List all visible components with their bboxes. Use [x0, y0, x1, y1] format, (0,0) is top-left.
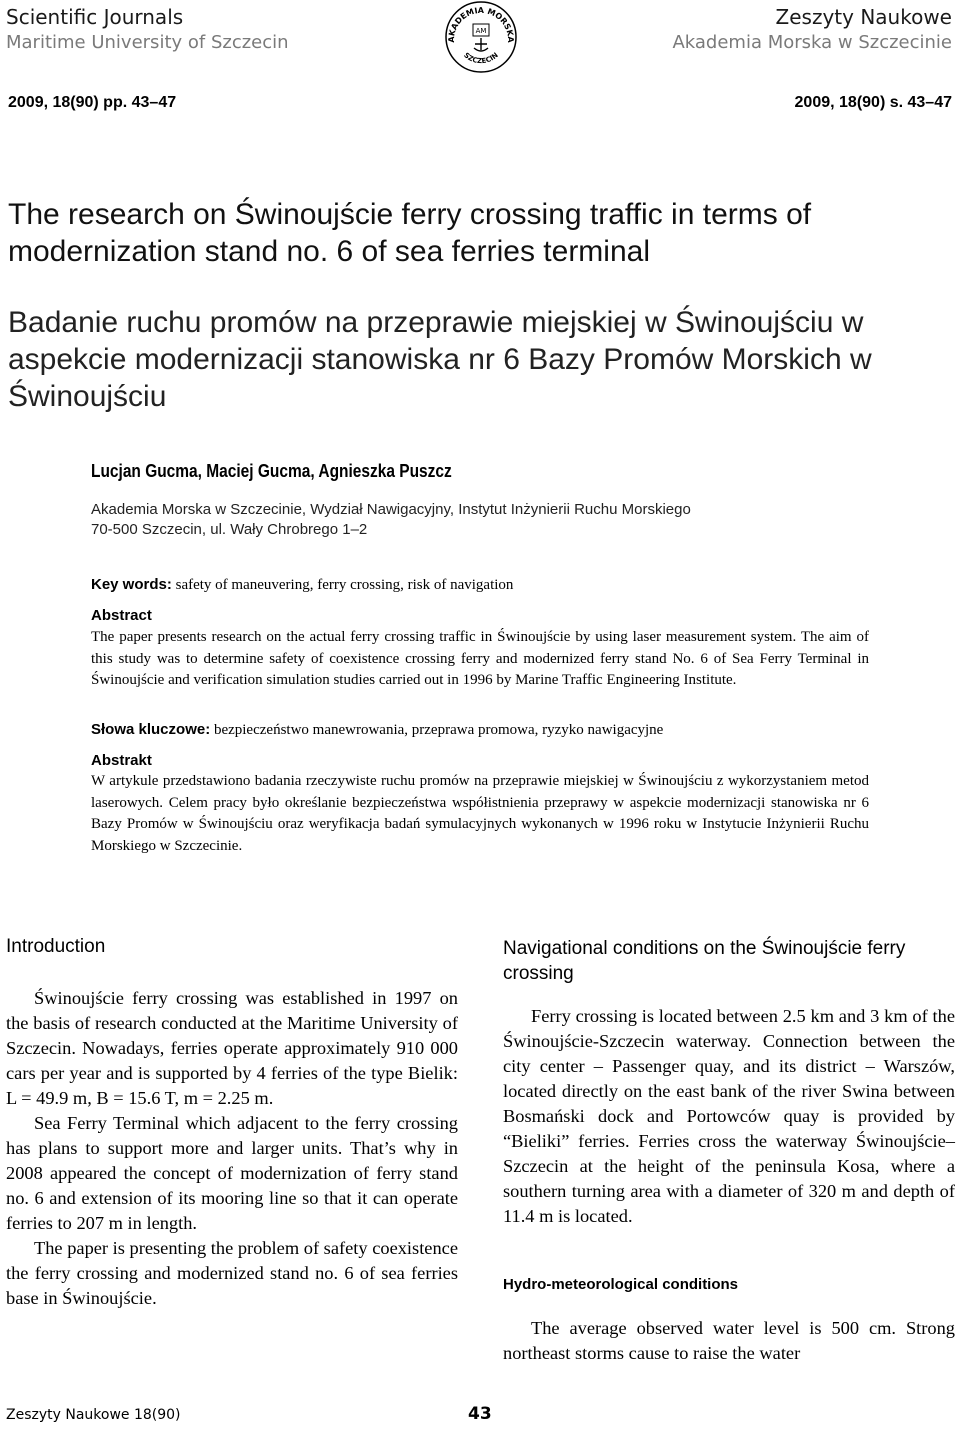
intro-paragraph-2: Sea Ferry Terminal which adjacent to the ferry crossing has plans to support more and larger units. That’s why in 2008 appeared the concept of modernization of ferry stand no. 6 and extension of its mooring line so that it can operate ferries to 207 m in length.: [6, 1113, 458, 1233]
issue-info-pl: 2009, 18(90) s. 43–47: [794, 94, 952, 111]
keywords-pl-label: Słowa kluczowe:: [91, 721, 211, 738]
abstract-text: The paper presents research on the actual ferry crossing traffic in Świnoujście by using laser measurement system. The aim of this study was to determine safety of coexistence crossing ferry and modernized ferry stand No. 6 of Sea Ferry Terminal in Świnoujście and verification simulation studies carried out in 1996 by Marine Traffic Engineering Institute.: [91, 629, 869, 688]
journal-header-right: [672, 4, 952, 56]
logo-initials: AM: [475, 27, 487, 35]
keywords-text: safety of maneuvering, ferry crossing, risk of navigation: [175, 577, 514, 593]
journal-header-left: [6, 4, 289, 56]
keywords-label: Key words:: [91, 576, 172, 593]
hydro-meteorological-body: [503, 1316, 955, 1366]
navigational-conditions-heading: Navigational conditions on the Świnoujście ferry crossing: [503, 938, 906, 984]
logo-text-top: AKADEMIA MORSKA: [446, 5, 516, 43]
abstract-pl-heading: Abstrakt: [91, 752, 152, 769]
paper-title-pl: Badanie ruchu promów na przeprawie miejskiej w Świnoujściu w aspekcie modernizacji stanowiska nr 6 Bazy Promów Morskich w Świnoujściu: [8, 306, 872, 413]
keywords-pl-text: bezpieczeństwo manewrowania, przeprawa promowa, ryzyko nawigacyjne: [213, 722, 664, 738]
abstract-pl-text: W artykule przedstawiono badania rzeczywiste ruchu promów na przeprawie miejskiej w Świnoujściu z wykorzystaniem metod laserowych. Celem pracy było określanie bezpieczeństwa współistnienia przeprawy w aspekcie modernizacji stanowiska nr 6 Bazy Promów w Świnoujściu oraz weryfikacja badań symulacyjnych wykonanych w 1996 roku w Instytucie Inżynierii Ruchu Morskiego w Szczecinie.: [91, 773, 869, 854]
university-name-en: Maritime University of Szczecin: [6, 32, 289, 53]
navigational-conditions-body: [503, 1004, 955, 1229]
affiliation: [91, 500, 851, 540]
anchor-icon: [474, 38, 488, 51]
paper-title-en: The research on Świnoujście ferry crossing traffic in terms of modernization stand no. 6 of sea ferries terminal: [8, 198, 812, 268]
keywords-pl: [91, 721, 881, 739]
hydro-paragraph-1: The average observed water level is 500 cm. Strong northeast storms cause to raise the water: [503, 1318, 955, 1363]
nav-paragraph-1: Ferry crossing is located between 2.5 km and 3 km of the Świnoujście-Szczecin waterway. Connection between the city center – Passenger quay, and its district – Warszów, located directly on the east bank of the river Swina between Bosmański dock and Portowców quay is provided by “Bieliki” ferries. Ferries cross the waterway Świnoujście–Szczecin at the height of the peninsula Kosa, where a southern turning area with a diameter of 320 m and depth of 11.4 m is located.: [503, 1006, 955, 1226]
journal-title-pl: Zeszyty Naukowe: [775, 5, 952, 29]
logo-text-bottom: SZCZECIN: [462, 51, 500, 66]
page-number: 43: [468, 1404, 492, 1424]
university-name-pl: Akademia Morska w Szczecinie: [672, 32, 952, 53]
keywords-en: [91, 576, 881, 594]
university-seal-logo: [444, 0, 518, 74]
intro-paragraph-1: Świnoujście ferry crossing was established in 1997 on the basis of research conducted at the Maritime University of Szczecin. Nowadays, ferries operate approximately 910 000 cars per year and is supported by 4 ferries of the type Bielik: L = 49.9 m, B = 15.6 T, m = 2.25 m.: [6, 988, 458, 1108]
issue-info-en: 2009, 18(90) pp. 43–47: [8, 94, 177, 111]
intro-paragraph-3: The paper is presenting the problem of safety coexistence the ferry crossing and modernized stand no. 6 of sea ferries base in Świnoujście.: [6, 1238, 458, 1308]
introduction-heading: Introduction: [6, 936, 106, 957]
svg-text:SZCZECIN: [462, 51, 500, 65]
abstract-heading: Abstract: [91, 607, 152, 624]
footer-journal: Zeszyty Naukowe 18(90): [6, 1407, 181, 1423]
introduction-body: [6, 986, 458, 1311]
affiliation-line-2: 70-500 Szczecin, ul. Wały Chrobrego 1–2: [91, 521, 368, 538]
affiliation-line-1: Akademia Morska w Szczecinie, Wydział Nawigacyjny, Instytut Inżynierii Ruchu Morskiego: [91, 501, 691, 518]
hydro-meteorological-heading: Hydro-meteorological conditions: [503, 1276, 739, 1293]
journal-title-en: Scientific Journals: [6, 5, 184, 29]
authors: Lucjan Gucma, Maciej Gucma, Agnieszka Puszcz: [91, 461, 452, 481]
